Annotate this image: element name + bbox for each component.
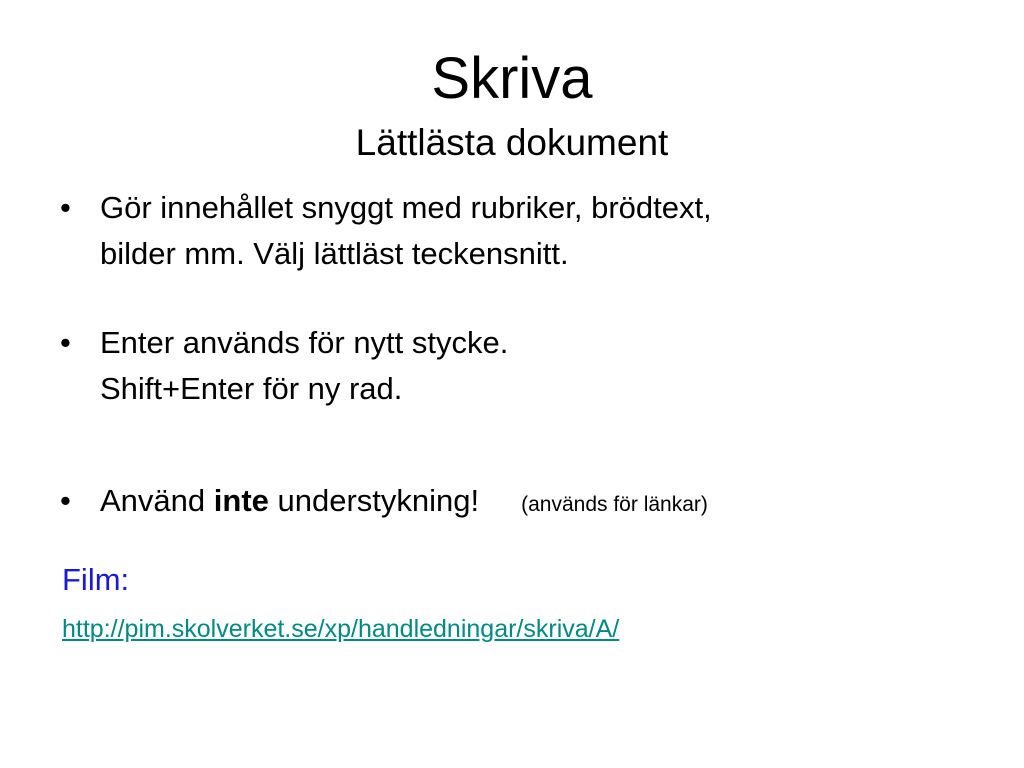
slide-title: Skriva (431, 46, 593, 111)
bullet-text-line: bilder mm. Välj lättläst teckensnitt. (100, 236, 569, 271)
film-label: Film: (62, 562, 130, 597)
bullet-text-emphasis: inte (213, 483, 269, 518)
bullet-text-prefix: Använd (100, 483, 214, 518)
bullet-note: (används för länkar) (521, 493, 708, 516)
bullet-item-enter (60, 320, 960, 412)
bullet-dot-icon: • (60, 483, 71, 518)
bullet-item-underline (60, 478, 960, 528)
bullet-item-formatting (60, 185, 960, 277)
bullet-text-suffix: understykning! (268, 483, 480, 518)
bullet-text-line (100, 478, 960, 528)
bullet-text-line: Shift+Enter för ny rad. (100, 371, 403, 406)
bullet-list (60, 185, 960, 528)
bullet-dot-icon: • (60, 190, 71, 225)
bullet-text-line: Enter används för nytt stycke. (100, 325, 509, 360)
bullet-text-line: Gör innehållet snyggt med rubriker, brödtext, (100, 190, 712, 225)
slide-subtitle: Lättlästa dokument (355, 122, 669, 163)
film-link[interactable]: http://pim.skolverket.se/xp/handledningar/skriva/A/ (62, 615, 620, 643)
bullet-dot-icon: • (60, 325, 71, 360)
